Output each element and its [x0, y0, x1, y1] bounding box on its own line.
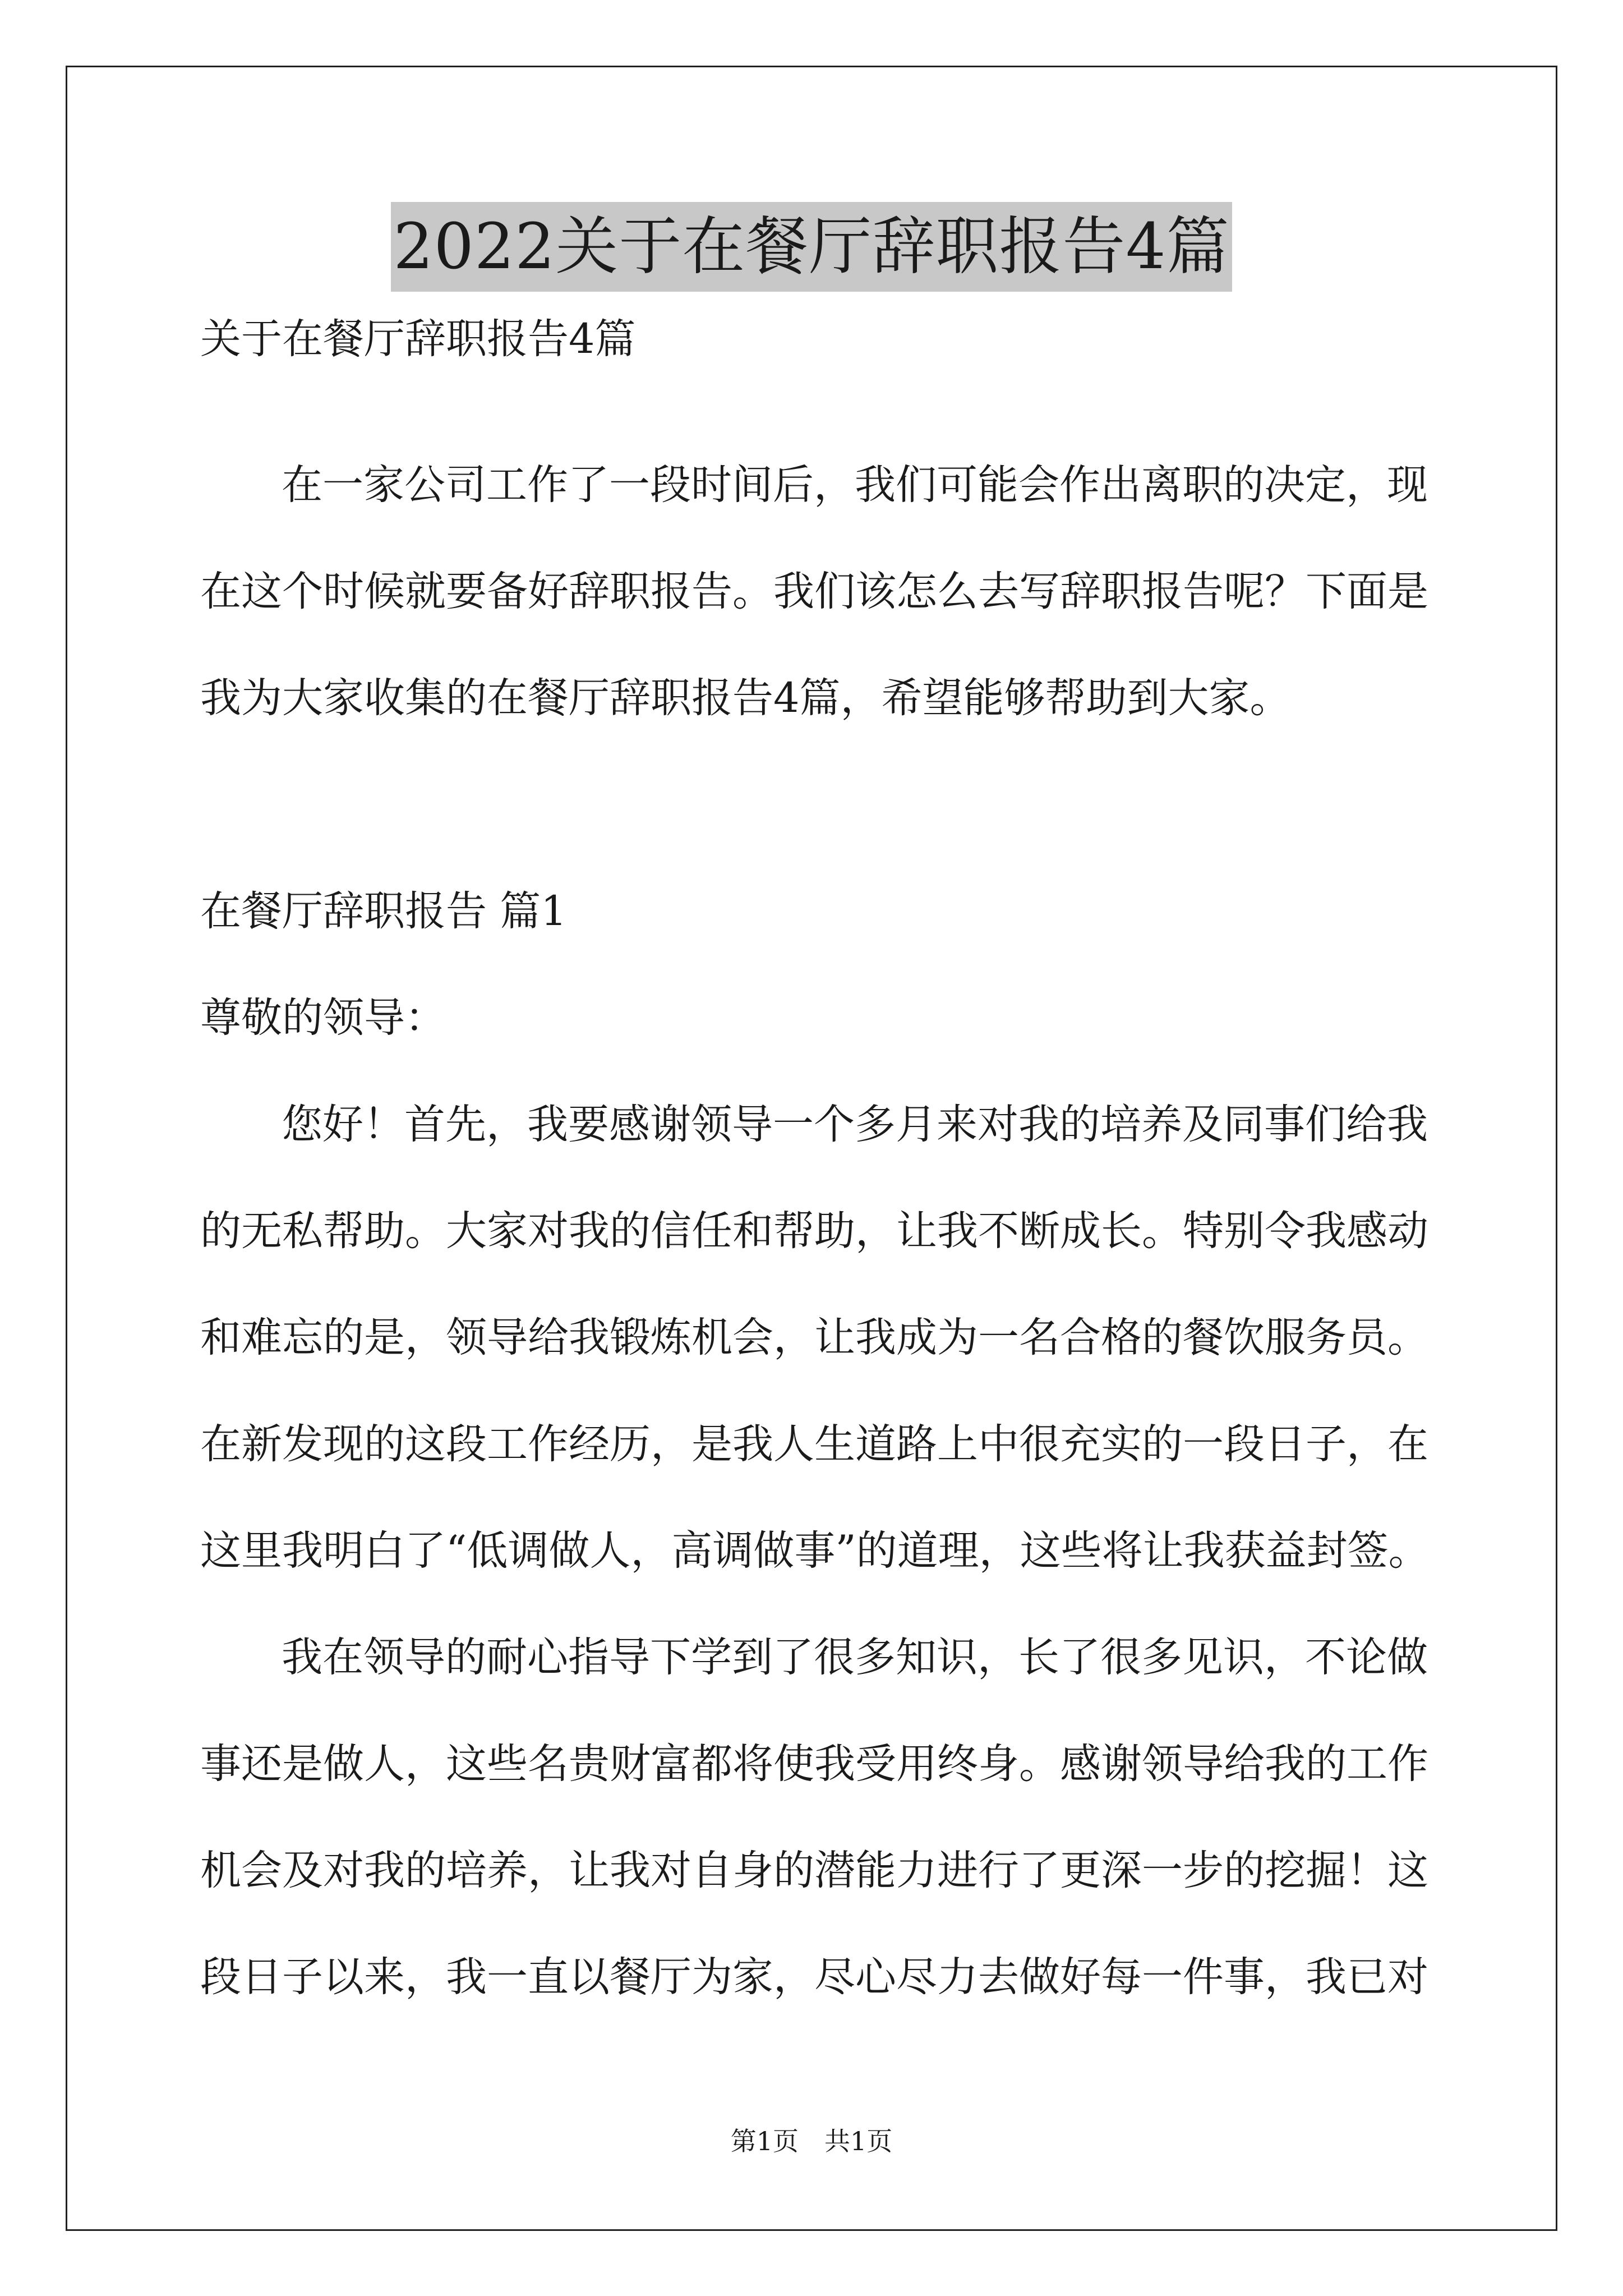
intro-line-1: 在一家公司工作了一段时间后，我们可能会作出离职的决定，现	[282, 461, 1428, 509]
salutation: 尊敬的领导：	[200, 994, 446, 1042]
body-line-6: 我在领导的耐心指导下学到了很多知识，长了很多见识，不论做	[282, 1634, 1428, 1681]
section-heading: 在餐厅辞职报告 篇1	[200, 887, 567, 935]
body-line-4: 在新发现的这段工作经历，是我人生道路上中很充实的一段日子，在	[200, 1420, 1428, 1468]
body-line-2: 的无私帮助。大家对我的信任和帮助，让我不断成长。特别令我感动	[200, 1207, 1428, 1255]
title-wrap	[0, 202, 1623, 292]
body-line-8: 机会及对我的培养，让我对自身的潜能力进行了更深一步的挖掘！这	[200, 1847, 1428, 1894]
document-title: 2022关于在餐厅辞职报告4篇	[391, 202, 1232, 292]
body-line-1: 您好！首先，我要感谢领导一个多月来对我的培养及同事们给我	[282, 1101, 1428, 1148]
body-line-5: 这里我明白了“低调做人，高调做事”的道理，这些将让我获益封签。	[200, 1527, 1430, 1575]
intro-line-2: 在这个时候就要备好辞职报告。我们该怎么去写辞职报告呢？下面是	[200, 568, 1428, 615]
intro-line-3: 我为大家收集的在餐厅辞职报告4篇，希望能够帮助到大家。	[200, 674, 1291, 722]
subtitle-line: 关于在餐厅辞职报告4篇	[200, 315, 636, 363]
page-footer: 第1页 共1页	[730, 2126, 893, 2156]
body-line-7: 事还是做人，这些名贵财富都将使我受用终身。感谢领导给我的工作	[200, 1740, 1428, 1788]
body-line-9: 段日子以来，我一直以餐厅为家，尽心尽力去做好每一件事，我已对	[200, 1953, 1428, 2001]
body-line-3: 和难忘的是，领导给我锻炼机会，让我成为一名合格的餐饮服务员。	[200, 1314, 1428, 1361]
